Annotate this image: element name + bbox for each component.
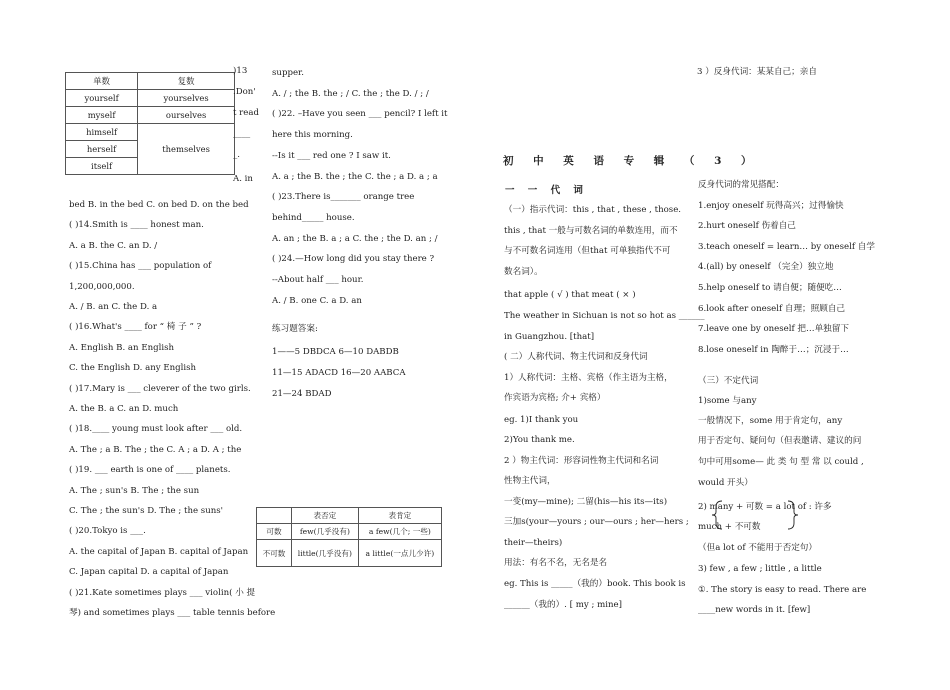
table-cell: itself <box>66 158 138 175</box>
text-line: 三加s(your—yours ; our—ours ; her—hers ; <box>504 517 689 527</box>
text-line: t read <box>233 108 260 118</box>
text-line: 作宾语为宾格; 介+ 宾格） <box>504 393 606 403</box>
text-line: ( )16.What's ____ for “ 椅 子 ” ? <box>69 322 202 333</box>
text-line: ( )15.China has ___ population of <box>69 261 212 272</box>
table-cell: 不可数 <box>257 540 292 567</box>
text-line: The weather in Sichuan is not so hot as ______ <box>504 311 705 321</box>
text-line: their—theirs) <box>504 538 563 548</box>
text-line: 一般情况下，some 用于肯定句，any <box>698 416 843 426</box>
text-line: A. The ; a B. The ; the C. A ; a D. A ; the <box>69 444 242 455</box>
text-line: A. the capital of Japan B. capital of Japan <box>69 546 249 557</box>
page-title: 初 中 英 语 专 辑 （ 3 ） <box>503 155 760 167</box>
text-line: 句中可用some— 此 类 句 型 常 以 could , <box>698 457 864 467</box>
table-cell: myself <box>66 107 138 124</box>
text-line: 用于否定句、疑问句（但表邀请、建议的问 <box>698 436 862 446</box>
table-cell: a few(几个; 一些) <box>358 524 441 540</box>
answer-title: 练习题答案: <box>272 324 318 334</box>
text-line: ______（我的）. [ my ; mine] <box>504 600 622 610</box>
text-line: A. The ; sun's B. The ; the sun <box>69 485 200 496</box>
table-cell: yourself <box>66 90 138 107</box>
text-line: ( )14.Smith is ____ honest man. <box>69 220 204 231</box>
text-line: would 开头） <box>698 478 753 488</box>
text-line: 1）人称代词：主格、宾格（作主语为主格， <box>504 373 673 383</box>
text-line: supper. <box>272 68 304 78</box>
table-header: 表否定 <box>292 508 359 524</box>
text-line: )13 <box>233 66 248 76</box>
example-line: eg. 1)I thank you <box>504 415 579 425</box>
text-line: A. / ; the B. the ; / C. the ; the D. / ; / <box>272 88 429 99</box>
text-line: 3.teach oneself = learn… by oneself 自学 <box>698 241 875 252</box>
text-line: （但a lot of 不能用于否定句） <box>698 543 817 553</box>
table-cell: himself <box>66 124 138 141</box>
text-line: 1)some 与any <box>698 396 757 406</box>
text-line: 3) few , a few ; little , a little <box>698 564 822 574</box>
table-cell: herself <box>66 141 138 158</box>
text-line: ( )23.There is_______ orange tree <box>272 192 415 203</box>
text-line: A. an ; the B. a ; a C. the ; the D. an ; / <box>272 233 438 244</box>
text-line: ( )20.Tokyo is ___. <box>69 526 146 537</box>
text-line: 用法：有名不名，无名是名 <box>504 558 608 568</box>
text-line: A. / B. one C. a D. an <box>272 295 362 306</box>
table-cell: a little(一点儿少许) <box>358 540 441 567</box>
table-header: 表肯定 <box>358 508 441 524</box>
text-line: 琴) and sometimes plays ___ table tennis before <box>69 608 276 618</box>
text-line: 7.leave one by oneself 把…单独留下 <box>698 324 849 335</box>
text-line: --About half ___ hour. <box>272 275 364 285</box>
text-line: ____new words in it. [few] <box>698 605 811 615</box>
text-line: 2 ）物主代词：形容词性物主代词和名词 <box>504 456 659 466</box>
text-line: ( )18.____ young must look after ___ old. <box>69 424 243 435</box>
text-line: here this morning. <box>272 130 353 141</box>
text-line: 2) many + 可数 = a lot of : 许多 <box>698 502 832 512</box>
table-header: 单数 <box>66 73 138 90</box>
text-line: this , that 一般与可数名词的单数连用，而不 <box>504 225 678 236</box>
text-line: A. in <box>233 174 253 184</box>
text-line: ____ <box>233 129 251 139</box>
text-line: A. English B. an English <box>69 342 175 353</box>
table-cell: little(几乎没有) <box>292 540 359 567</box>
text-line: A. the B. a C. an D. much <box>69 404 179 414</box>
table-cell: 可数 <box>257 524 292 540</box>
text-line: ( )21.Kate sometimes plays ___ violin( 小 提 <box>69 587 256 598</box>
text-line: （一）指示代词：this , that , these , those. <box>504 205 682 215</box>
text-line: 与不可数名词连用（但that 可单独指代不可 <box>504 246 671 257</box>
text-line: behind_____ house. <box>272 212 355 223</box>
text-line: A. a B. the C. an D. / <box>69 240 158 251</box>
example-line: 2)You thank me. <box>504 435 575 445</box>
text-line: _. <box>233 150 241 160</box>
few-little-table <box>256 507 442 567</box>
text-line: A. / B. an C. the D. a <box>69 302 158 312</box>
table-cell: ourselves <box>138 107 235 124</box>
brace-left-icon <box>710 500 724 530</box>
table-cell: themselves <box>138 124 235 175</box>
text-line: that apple ( √ ) that meat ( × ) <box>504 290 636 300</box>
text-line: 5.help oneself to 请自便；随便吃… <box>698 283 842 293</box>
answer-line: 21—24 BDAD <box>272 389 332 399</box>
text-line: eg. This is _____（我的）book. This book is <box>504 579 686 589</box>
text-line: ①. The story is easy to read. There are <box>698 585 867 595</box>
text-line: .Don' <box>233 87 256 97</box>
text-line: （三）不定代词 <box>698 376 759 386</box>
text-line: C. Japan capital D. a capital of Japan <box>69 567 229 578</box>
text-line: 反身代词的常见搭配： <box>698 180 784 190</box>
text-line: in Guangzhou. [that] <box>504 332 595 342</box>
text-line: 6.look after oneself 自理；照顾自己 <box>698 303 846 314</box>
text-line: ( 二）人称代词、物主代词和反身代词 <box>504 352 648 362</box>
text-line: 性物主代词， <box>504 476 556 486</box>
text-line: A. a ; the B. the ; the C. the ; a D. a ; a <box>272 171 438 182</box>
text-line: bed B. in the bed C. on bed D. on the bed <box>69 200 249 210</box>
table-header <box>257 508 292 524</box>
answer-line: 11—15 ADACD 16—20 AABCA <box>272 368 406 378</box>
text-line: 4.(all) by oneself （完全）独立地 <box>698 262 834 273</box>
reflexive-pronoun-table <box>65 72 235 175</box>
text-line: ( )24.—How long did you stay there ? <box>272 254 435 265</box>
brace-right-icon <box>786 500 800 530</box>
text-line: 1.enjoy oneself 玩得高兴；过得愉快 <box>698 200 844 211</box>
text-line: 8.lose oneself in 陶醉于…；沉浸于… <box>698 344 849 355</box>
text-line: ( )17.Mary is ___ cleverer of the two girls. <box>69 383 251 394</box>
text-line: 数名词）。 <box>504 266 543 277</box>
table-cell: few(几乎没有) <box>292 524 359 540</box>
text-line: ( )19. ___ earth is one of ____ planets. <box>69 465 231 476</box>
table-cell: yourselves <box>138 90 235 107</box>
text-line: C. the English D. any English <box>69 363 197 374</box>
text-line: --Is it ___ red one ? I saw it. <box>272 150 391 161</box>
text-line: ( )22. –Have you seen ___ pencil? I left it <box>272 109 448 120</box>
text-line: C. The ; the sun's D. The ; the suns' <box>69 506 224 516</box>
table-header: 复数 <box>138 73 235 90</box>
top-note: 3 ）反身代词：某某自己；亲自 <box>697 67 817 77</box>
text-line: 1,200,000,000. <box>69 281 135 292</box>
answer-line: 1——5 DBDCA 6—10 DABDB <box>272 347 399 357</box>
text-line: 2.hurt oneself 伤着自己 <box>698 221 796 232</box>
text-line: 一变(my—mine); 二留(his—his its—its) <box>504 497 668 507</box>
section-heading: 一 一 代 词 <box>505 185 588 196</box>
text-line: much + 不可数 <box>698 522 761 532</box>
